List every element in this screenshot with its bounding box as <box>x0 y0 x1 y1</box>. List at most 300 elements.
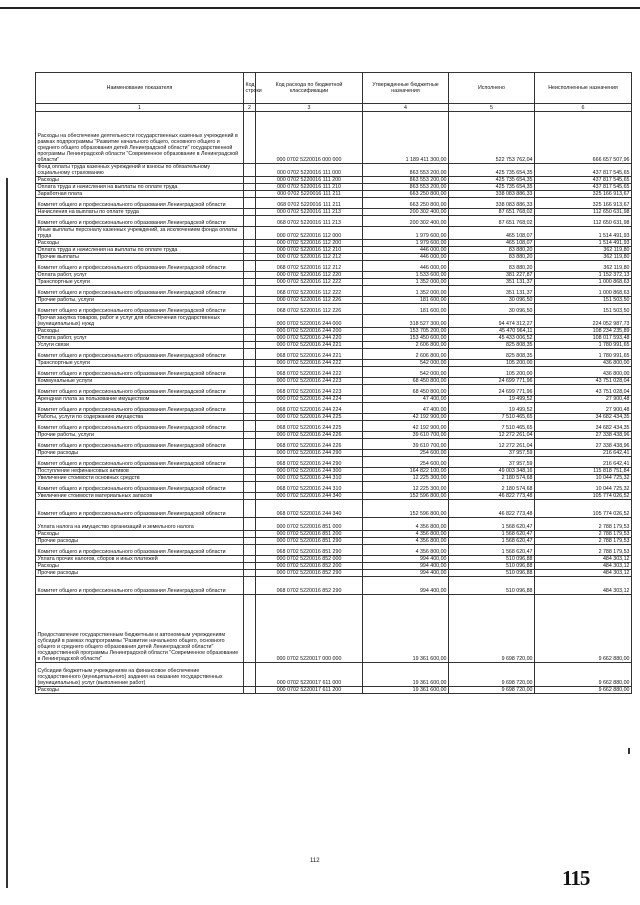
table-row <box>36 457 632 468</box>
table-row <box>36 328 632 335</box>
table-row <box>36 216 632 227</box>
table-row <box>36 518 632 531</box>
row-name: Комитет общего и профессионального образования Ленинградской области <box>36 439 244 450</box>
scan-edge-mark <box>6 178 8 888</box>
row-budget-code: 000 0702 5220016 244 300 <box>256 468 363 475</box>
row-approved: 863 553 200,00 <box>363 177 449 184</box>
row-line-code <box>244 468 256 475</box>
row-executed: 1 568 620,47 <box>449 518 535 531</box>
row-budget-code: 068 0702 5220016 244 221 <box>256 349 363 360</box>
row-budget-code: 000 0702 5220016 851 000 <box>256 518 363 531</box>
row-approved: 1 979 600,00 <box>363 227 449 240</box>
row-name: Комитет общего и профессионального образования Ленинградской области <box>36 577 244 595</box>
row-line-code <box>244 570 256 577</box>
row-unexecuted: 9 662 880,00 <box>535 663 632 687</box>
table-row <box>36 164 632 177</box>
row-executed: 24 699 771,96 <box>449 378 535 385</box>
row-budget-code: 068 0702 5220016 244 340 <box>256 500 363 518</box>
row-line-code <box>244 254 256 261</box>
row-name: Прочие расходы <box>36 570 244 577</box>
row-budget-code: 000 0702 5220016 852 200 <box>256 563 363 570</box>
row-unexecuted: 1 152 372,13 <box>535 272 632 279</box>
row-approved: 4 356 800,00 <box>363 518 449 531</box>
row-budget-code: 068 0702 5220016 244 226 <box>256 439 363 450</box>
row-approved: 994 400,00 <box>363 577 449 595</box>
row-line-code <box>244 432 256 439</box>
table-row <box>36 663 632 687</box>
row-executed: 83 880,20 <box>449 261 535 272</box>
row-unexecuted: 484 303,12 <box>535 570 632 577</box>
row-line-code <box>244 531 256 538</box>
table-row <box>36 360 632 367</box>
row-approved: 994 400,00 <box>363 556 449 563</box>
row-name: Комитет общего и профессионального образования Ленинградской области <box>36 500 244 518</box>
row-unexecuted: 115 818 751,84 <box>535 468 632 475</box>
row-executed: 2 180 574,68 <box>449 475 535 482</box>
row-name: Оплата труда и начисления на выплаты по оплате труда <box>36 184 244 191</box>
row-unexecuted: 437 817 545,65 <box>535 164 632 177</box>
table-row <box>36 570 632 577</box>
row-executed: 45 470 964,11 <box>449 328 535 335</box>
row-line-code <box>244 475 256 482</box>
row-name: Фонд оплаты труда казенных учреждений и взносы по обязательному социальному страхованию <box>36 164 244 177</box>
row-budget-code: 068 0702 5220016 244 223 <box>256 385 363 396</box>
row-executed: 105 200,00 <box>449 360 535 367</box>
row-line-code <box>244 184 256 191</box>
row-approved: 19 361 600,00 <box>363 595 449 663</box>
row-executed: 7 510 465,65 <box>449 414 535 421</box>
row-budget-code: 000 0702 5220016 244 310 <box>256 475 363 482</box>
row-unexecuted: 10 044 725,32 <box>535 475 632 482</box>
row-approved: 47 400,00 <box>363 403 449 414</box>
row-unexecuted: 362 119,80 <box>535 254 632 261</box>
row-name: Комитет общего и профессионального образования Ленинградской области <box>36 349 244 360</box>
row-unexecuted: 2 788 179,53 <box>535 545 632 556</box>
row-name: Услуги связи <box>36 342 244 349</box>
row-name: Расходы <box>36 177 244 184</box>
row-unexecuted: 27 338 438,96 <box>535 432 632 439</box>
row-line-code <box>244 577 256 595</box>
margin-tick-mark <box>628 748 630 754</box>
table-row <box>36 378 632 385</box>
row-executed: 510 096,88 <box>449 556 535 563</box>
row-approved: 446 000,00 <box>363 254 449 261</box>
row-approved: 68 450 800,00 <box>363 378 449 385</box>
row-budget-code: 000 0702 5220016 851 290 <box>256 538 363 545</box>
row-unexecuted: 436 800,00 <box>535 360 632 367</box>
table-row <box>36 595 632 663</box>
row-approved: 542 000,00 <box>363 367 449 378</box>
row-executed: 522 753 762,04 <box>449 112 535 164</box>
row-unexecuted: 108 017 593,48 <box>535 335 632 342</box>
header-approved: Утвержденные бюджетные назначения <box>363 73 449 104</box>
row-approved: 2 606 800,00 <box>363 342 449 349</box>
table-row <box>36 414 632 421</box>
row-executed: 87 651 768,02 <box>449 216 535 227</box>
row-name: Прочие выплаты <box>36 254 244 261</box>
table-row <box>36 227 632 240</box>
row-unexecuted: 27 900,48 <box>535 403 632 414</box>
row-line-code <box>244 396 256 403</box>
row-approved: 318 527 300,00 <box>363 315 449 328</box>
row-approved: 1 352 000,00 <box>363 286 449 297</box>
row-executed: 465 108,07 <box>449 240 535 247</box>
row-executed: 87 651 768,02 <box>449 209 535 216</box>
row-approved: 153 450 600,00 <box>363 335 449 342</box>
row-unexecuted: 362 119,80 <box>535 247 632 254</box>
row-approved: 181 600,00 <box>363 297 449 304</box>
table-row <box>36 500 632 518</box>
row-line-code <box>244 538 256 545</box>
row-approved: 542 000,00 <box>363 360 449 367</box>
header-budget-code: Код расхода по бюджетной классификации <box>256 73 363 104</box>
row-name: Оплата работ, услуг <box>36 335 244 342</box>
table-row <box>36 247 632 254</box>
row-line-code <box>244 545 256 556</box>
table-row <box>36 538 632 545</box>
row-line-code <box>244 216 256 227</box>
row-name: Увеличение стоимости материальных запасов <box>36 493 244 500</box>
row-budget-code: 000 0702 5220016 244 221 <box>256 342 363 349</box>
row-name: Комитет общего и профессионального образования Ленинградской области <box>36 545 244 556</box>
row-unexecuted: 43 751 028,04 <box>535 385 632 396</box>
row-unexecuted: 1 514 491,93 <box>535 240 632 247</box>
row-approved: 12 225 300,00 <box>363 482 449 493</box>
row-approved: 19 361 600,00 <box>363 663 449 687</box>
table-row <box>36 403 632 414</box>
row-unexecuted: 216 642,41 <box>535 457 632 468</box>
row-approved: 19 361 600,00 <box>363 687 449 694</box>
table-row <box>36 563 632 570</box>
row-line-code <box>244 663 256 687</box>
row-approved: 254 600,00 <box>363 450 449 457</box>
row-name: Расходы <box>36 328 244 335</box>
table-row <box>36 279 632 286</box>
header-indicator-name: Наименование показателя <box>36 73 244 104</box>
row-line-code <box>244 209 256 216</box>
table-row <box>36 450 632 457</box>
row-unexecuted: 484 303,12 <box>535 556 632 563</box>
row-unexecuted: 9 662 880,00 <box>535 687 632 694</box>
row-name: Увеличение стоимости основных средств <box>36 475 244 482</box>
row-budget-code: 000 0702 5220016 244 220 <box>256 335 363 342</box>
row-line-code <box>244 279 256 286</box>
table-row <box>36 335 632 342</box>
row-approved: 4 356 800,00 <box>363 538 449 545</box>
top-border-line <box>0 7 640 9</box>
row-line-code <box>244 112 256 164</box>
row-executed: 1 568 620,47 <box>449 538 535 545</box>
row-approved: 153 705 200,00 <box>363 328 449 335</box>
row-budget-code: 000 0702 5220016 112 220 <box>256 272 363 279</box>
header-unexecuted: Неисполненные назначения <box>535 73 632 104</box>
row-unexecuted: 151 503,50 <box>535 297 632 304</box>
row-budget-code: 000 0702 5220016 112 000 <box>256 227 363 240</box>
budget-execution-table <box>35 72 632 694</box>
row-line-code <box>244 227 256 240</box>
row-line-code <box>244 439 256 450</box>
row-line-code <box>244 403 256 414</box>
row-budget-code: 068 0702 5220016 244 224 <box>256 403 363 414</box>
row-name: Комитет общего и профессионального образования Ленинградской области <box>36 198 244 209</box>
table-row <box>36 545 632 556</box>
row-budget-code: 000 0702 5220016 244 200 <box>256 328 363 335</box>
row-executed: 24 699 771,96 <box>449 385 535 396</box>
row-name: Субсидии бюджетным учреждениям на финансовое обеспечение государственного (муниципального) задания на оказание государственных (муниципальных) услуг (выполнение работ) <box>36 663 244 687</box>
row-approved: 663 250 800,00 <box>363 191 449 198</box>
table-row <box>36 297 632 304</box>
row-line-code <box>244 595 256 663</box>
row-executed: 49 003 348,16 <box>449 468 535 475</box>
row-unexecuted: 224 052 987,73 <box>535 315 632 328</box>
row-line-code <box>244 304 256 315</box>
row-line-code <box>244 360 256 367</box>
row-unexecuted: 112 650 631,98 <box>535 216 632 227</box>
row-name: Прочие расходы <box>36 450 244 457</box>
row-unexecuted: 108 234 235,89 <box>535 328 632 335</box>
table-row <box>36 482 632 493</box>
row-line-code <box>244 247 256 254</box>
row-budget-code: 000 0702 5220016 112 210 <box>256 247 363 254</box>
row-name: Начисления на выплаты по оплате труда <box>36 209 244 216</box>
table-row <box>36 349 632 360</box>
row-unexecuted: 1 780 991,65 <box>535 349 632 360</box>
row-executed: 30 096,50 <box>449 304 535 315</box>
column-number: 2 <box>244 104 256 112</box>
row-unexecuted: 10 044 725,32 <box>535 482 632 493</box>
row-approved: 152 596 800,00 <box>363 500 449 518</box>
row-name: Прочая закупка товаров, работ и услуг для обеспечения государственных (муниципальных) нужд <box>36 315 244 328</box>
row-unexecuted: 34 682 434,35 <box>535 414 632 421</box>
row-name: Работы, услуги по содержанию имущества <box>36 414 244 421</box>
row-line-code <box>244 518 256 531</box>
row-budget-code: 000 0702 5220016 112 226 <box>256 297 363 304</box>
row-unexecuted: 436 800,00 <box>535 367 632 378</box>
row-approved: 663 250 800,00 <box>363 198 449 209</box>
row-approved: 68 450 800,00 <box>363 385 449 396</box>
row-line-code <box>244 297 256 304</box>
row-line-code <box>244 687 256 694</box>
row-name: Транспортные услуги <box>36 279 244 286</box>
row-budget-code: 000 0702 5220016 244 225 <box>256 414 363 421</box>
row-budget-code: 000 0702 5220016 244 222 <box>256 360 363 367</box>
row-budget-code: 068 0702 5220016 112 226 <box>256 304 363 315</box>
row-executed: 351 131,37 <box>449 286 535 297</box>
row-approved: 1 979 600,00 <box>363 240 449 247</box>
row-line-code <box>244 315 256 328</box>
table-row <box>36 198 632 209</box>
row-executed: 46 822 773,48 <box>449 493 535 500</box>
row-unexecuted: 27 900,48 <box>535 396 632 403</box>
row-executed: 425 735 654,35 <box>449 164 535 177</box>
table-row <box>36 254 632 261</box>
row-approved: 12 225 300,00 <box>363 475 449 482</box>
table-row <box>36 367 632 378</box>
row-approved: 446 000,00 <box>363 261 449 272</box>
table-row <box>36 261 632 272</box>
row-approved: 39 610 700,00 <box>363 439 449 450</box>
row-executed: 105 200,00 <box>449 367 535 378</box>
row-name: Арендная плата за пользование имуществом <box>36 396 244 403</box>
row-approved: 446 000,00 <box>363 247 449 254</box>
row-line-code <box>244 450 256 457</box>
row-approved: 42 192 900,00 <box>363 414 449 421</box>
row-executed: 425 735 654,35 <box>449 184 535 191</box>
row-budget-code: 068 0702 5220016 851 290 <box>256 545 363 556</box>
row-executed: 9 698 720,00 <box>449 595 535 663</box>
row-name: Предоставление государственным бюджетным и автономным учреждениям субсидий в рамках подпрограммы "Развитие начального общего, основного общего и среднего общего образования детей Ленинградской области" государственной программы Ленинградской области "Современное образование в Ленинградской области" <box>36 595 244 663</box>
row-unexecuted: 1 000 868,63 <box>535 279 632 286</box>
row-name: Комитет общего и профессионального образования Ленинградской области <box>36 261 244 272</box>
row-name: Коммунальные услуги <box>36 378 244 385</box>
row-budget-code: 000 0702 5220016 852 290 <box>256 570 363 577</box>
row-approved: 200 302 400,00 <box>363 216 449 227</box>
row-unexecuted: 2 788 179,53 <box>535 518 632 531</box>
row-approved: 1 189 411 300,00 <box>363 112 449 164</box>
row-line-code <box>244 164 256 177</box>
row-name: Поступление нефинансовых активов <box>36 468 244 475</box>
row-budget-code: 000 0702 5220016 111 200 <box>256 177 363 184</box>
table-row <box>36 342 632 349</box>
row-name: Прочие работы, услуги <box>36 297 244 304</box>
row-approved: 863 553 200,00 <box>363 184 449 191</box>
row-name: Комитет общего и профессионального образования Ленинградской области <box>36 385 244 396</box>
row-line-code <box>244 261 256 272</box>
row-name: Комитет общего и профессионального образования Ленинградской области <box>36 216 244 227</box>
row-unexecuted: 437 817 545,65 <box>535 177 632 184</box>
table-row <box>36 286 632 297</box>
row-executed: 30 096,50 <box>449 297 535 304</box>
row-executed: 351 131,37 <box>449 279 535 286</box>
row-line-code <box>244 328 256 335</box>
table-row <box>36 272 632 279</box>
row-budget-code: 000 0702 5220016 111 213 <box>256 209 363 216</box>
row-budget-code: 000 0702 5220016 111 211 <box>256 191 363 198</box>
table-row <box>36 396 632 403</box>
row-approved: 254 600,00 <box>363 457 449 468</box>
row-executed: 825 808,35 <box>449 349 535 360</box>
table-row <box>36 177 632 184</box>
row-line-code <box>244 556 256 563</box>
table-body <box>36 112 632 694</box>
row-executed: 83 880,20 <box>449 254 535 261</box>
row-line-code <box>244 286 256 297</box>
row-unexecuted: 105 774 026,52 <box>535 500 632 518</box>
row-name: Оплата труда и начисления на выплаты по оплате труда <box>36 247 244 254</box>
row-executed: 83 880,20 <box>449 247 535 254</box>
table-row <box>36 432 632 439</box>
row-unexecuted: 9 662 880,00 <box>535 595 632 663</box>
table-row <box>36 112 632 164</box>
row-line-code <box>244 482 256 493</box>
handwritten-sheet-number: 115 <box>562 866 590 890</box>
row-budget-code: 000 0702 5220016 112 212 <box>256 254 363 261</box>
row-approved: 994 400,00 <box>363 570 449 577</box>
row-executed: 94 474 312,27 <box>449 315 535 328</box>
row-budget-code: 068 0702 5220016 111 213 <box>256 216 363 227</box>
row-budget-code: 000 0702 5220016 111 210 <box>256 184 363 191</box>
row-budget-code: 000 0702 5220016 112 222 <box>256 279 363 286</box>
row-name: Расходы на обеспечение деятельности государственных казенных учреждений в рамках подпрограммы "Развитие начального общего, основного общего и среднего общего образования детей Ленинградской области" государственной программы Ленинградской области "Современное образование в Ленинградской области" <box>36 112 244 164</box>
row-budget-code: 068 0702 5220016 244 222 <box>256 367 363 378</box>
table-row <box>36 577 632 595</box>
table-row <box>36 556 632 563</box>
row-executed: 37 957,59 <box>449 450 535 457</box>
row-line-code <box>244 272 256 279</box>
row-budget-code: 000 0702 5220016 852 000 <box>256 556 363 563</box>
row-executed: 46 822 773,48 <box>449 500 535 518</box>
row-executed: 381 227,87 <box>449 272 535 279</box>
row-unexecuted: 325 166 913,67 <box>535 191 632 198</box>
table-row <box>36 421 632 432</box>
row-budget-code: 068 0702 5220016 112 212 <box>256 261 363 272</box>
row-executed: 338 083 886,33 <box>449 198 535 209</box>
row-name: Заработная плата <box>36 191 244 198</box>
row-line-code <box>244 493 256 500</box>
row-executed: 37 957,59 <box>449 457 535 468</box>
row-name: Комитет общего и профессионального образования Ленинградской области <box>36 367 244 378</box>
row-name: Расходы <box>36 240 244 247</box>
row-budget-code: 068 0702 5220016 244 290 <box>256 457 363 468</box>
table-row <box>36 531 632 538</box>
row-line-code <box>244 385 256 396</box>
row-line-code <box>244 240 256 247</box>
row-line-code <box>244 198 256 209</box>
row-budget-code: 000 0702 5220016 244 000 <box>256 315 363 328</box>
row-unexecuted: 2 788 179,53 <box>535 531 632 538</box>
column-number: 3 <box>256 104 363 112</box>
row-name: Транспортные услуги <box>36 360 244 367</box>
table-row <box>36 385 632 396</box>
row-approved: 2 606 800,00 <box>363 349 449 360</box>
row-name: Прочие расходы <box>36 538 244 545</box>
row-unexecuted: 27 338 438,96 <box>535 439 632 450</box>
row-unexecuted: 666 657 507,96 <box>535 112 632 164</box>
row-budget-code: 000 0702 5220016 111 000 <box>256 164 363 177</box>
row-executed: 825 808,35 <box>449 342 535 349</box>
row-budget-code: 000 0702 5220016 851 200 <box>256 531 363 538</box>
row-unexecuted: 325 166 913,67 <box>535 198 632 209</box>
table-row <box>36 209 632 216</box>
row-unexecuted: 105 774 026,52 <box>535 493 632 500</box>
row-name: Иные выплаты персоналу казенных учреждений, за исключением фонда оплаты труда <box>36 227 244 240</box>
row-unexecuted: 34 682 434,35 <box>535 421 632 432</box>
row-name: Расходы <box>36 687 244 694</box>
row-approved: 994 400,00 <box>363 563 449 570</box>
row-executed: 12 272 261,04 <box>449 439 535 450</box>
row-approved: 200 302 400,00 <box>363 209 449 216</box>
header-line-code: Код строки <box>244 73 256 104</box>
row-line-code <box>244 563 256 570</box>
row-name: Комитет общего и профессионального образования Ленинградской области <box>36 403 244 414</box>
row-name: Оплата работ, услуг <box>36 272 244 279</box>
row-line-code <box>244 367 256 378</box>
row-line-code <box>244 349 256 360</box>
row-budget-code: 000 0702 5220017 611 200 <box>256 687 363 694</box>
row-unexecuted: 1 000 868,63 <box>535 286 632 297</box>
row-executed: 19 499,52 <box>449 396 535 403</box>
row-executed: 7 510 465,65 <box>449 421 535 432</box>
row-approved: 164 822 100,00 <box>363 468 449 475</box>
row-approved: 1 352 000,00 <box>363 279 449 286</box>
table-row <box>36 240 632 247</box>
row-executed: 1 568 620,47 <box>449 531 535 538</box>
column-number: 4 <box>363 104 449 112</box>
row-unexecuted: 2 788 179,53 <box>535 538 632 545</box>
table-row <box>36 315 632 328</box>
row-name: Расходы <box>36 531 244 538</box>
row-approved: 4 356 800,00 <box>363 545 449 556</box>
